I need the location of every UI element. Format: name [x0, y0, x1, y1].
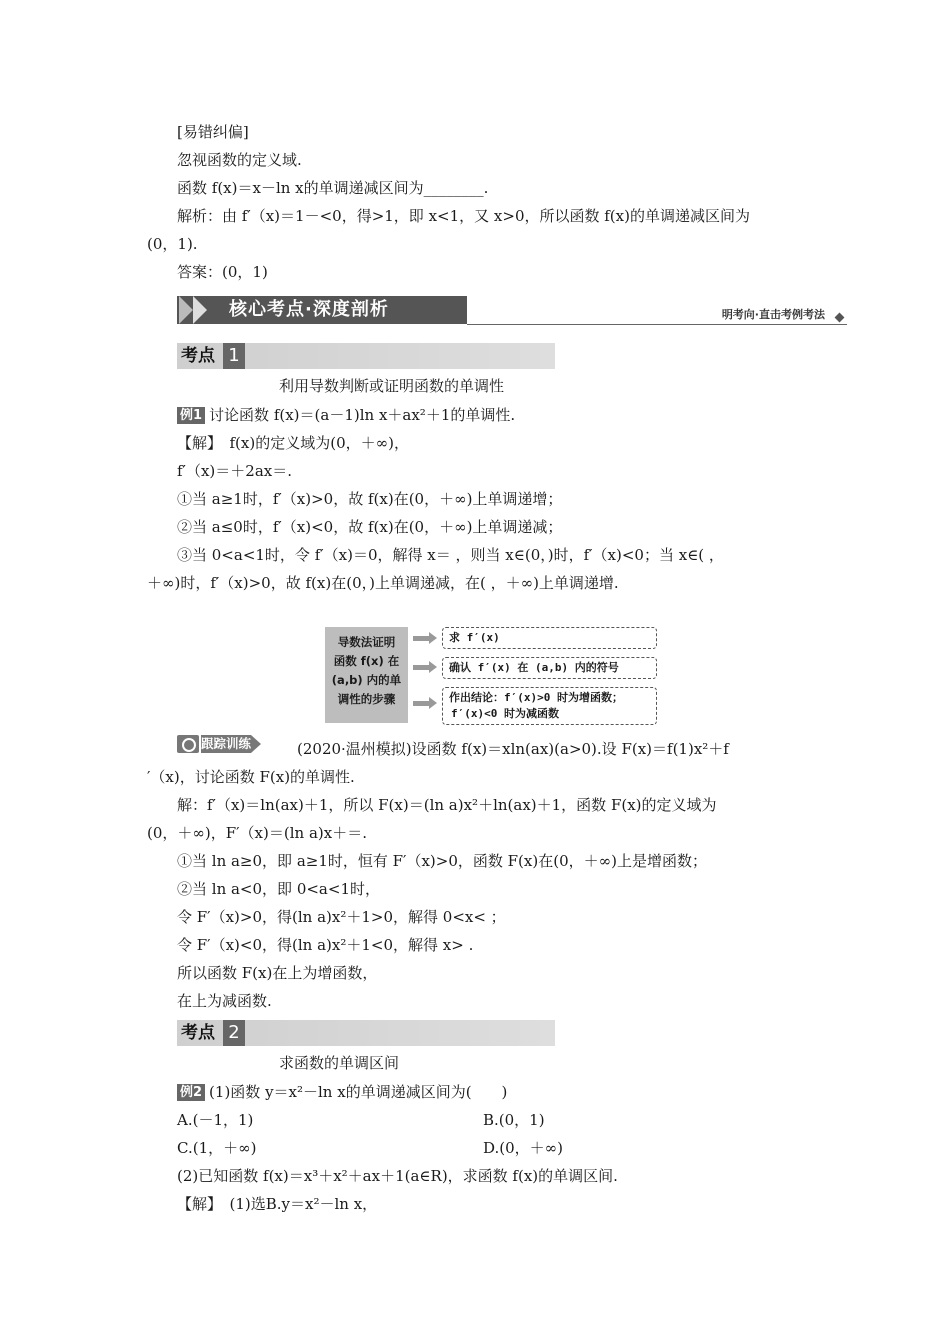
kaodian-label: 考点	[181, 1023, 215, 1043]
training-conclusion-1: 所以函数 F(x)在上为增函数，	[177, 964, 378, 982]
intro-analysis: 解析：由 f′（x)＝1－<0，得>1，即 x<1，又 x>0，所以函数 f(x)的单调递减区间为	[177, 207, 750, 225]
diamond-icon	[835, 313, 845, 323]
training-case-2: ②当 ln a<0，即 0<a<1时，	[177, 880, 380, 898]
banner-title: 核心考点·深度剖析	[229, 299, 389, 320]
training-question-cont: ′（x)，讨论函数 F(x)的单调性.	[147, 768, 355, 786]
check-icon	[177, 735, 199, 753]
kaodian-number: 2	[223, 1020, 245, 1046]
arrow-right-icon	[413, 701, 429, 706]
example-badge: 例1	[177, 407, 205, 424]
flowchart-step-3-line: f′(x)<0 时为减函数	[451, 707, 559, 720]
chevron-icon	[179, 296, 193, 324]
example-2-text: (1)函数 y＝x²－ln x的单调递减区间为( )	[209, 1083, 508, 1101]
label-tail	[251, 735, 261, 753]
method-flowchart	[325, 627, 660, 725]
banner-right-text: 明考向·直击考例考法	[721, 308, 825, 321]
training-conclusion-2: 在上为减函数.	[177, 992, 272, 1010]
training-solution-cont: (0，＋∞)，F′（x)＝(ln a)x＋＝.	[147, 824, 367, 842]
example-1-derivative: f′（x)＝＋2ax＝.	[177, 462, 292, 480]
flowchart-side-label	[325, 627, 408, 723]
example-2-solution: 【解】 (1)选B.y＝x²－ln x，	[177, 1195, 378, 1213]
flowchart-side-line: 函数 f(x) 在	[333, 654, 400, 668]
training-case-2a: 令 F′（x)>0，得(ln a)x²＋1>0，解得 0<x< ；	[177, 908, 506, 926]
section-banner	[177, 294, 847, 328]
training-solution: 解：f′（x)＝ln(ax)＋1，所以 F(x)＝(ln a)x²＋ln(ax)＋1，函数 F(x)的定义域为	[177, 796, 717, 814]
intro-analysis-cont: (0，1).	[147, 235, 198, 253]
flowchart-side-line: 调性的步骤	[337, 692, 396, 706]
training-case-1: ①当 ln a≥0，即 a≥1时，恒有 F′（x)>0，函数 F(x)在(0，＋∞)上是增函数；	[177, 852, 707, 870]
intro-line: 忽视函数的定义域.	[177, 151, 302, 169]
option-d: D.(0，＋∞)	[483, 1139, 564, 1157]
example-badge: 例2	[177, 1084, 205, 1101]
example-2-question-2: (2)已知函数 f(x)＝x³＋x²＋ax＋1(a∈R)，求函数 f(x)的单调区间.	[177, 1167, 618, 1185]
arrow-right-icon	[413, 665, 429, 670]
flowchart-step-1: 求 f′(x)	[442, 627, 657, 649]
flowchart-step-3	[442, 687, 657, 725]
flowchart-side-line: 导数法证明	[337, 635, 396, 649]
intro-question: 函数 f(x)＝x－ln x的单调递减区间为________.	[177, 179, 489, 197]
example-1-case-2: ②当 a≤0时，f′（x)<0，故 f(x)在(0，＋∞)上单调递减；	[177, 518, 563, 536]
training-question: (2020·温州模拟)设函数 f(x)＝xln(ax)(a>0).设 F(x)＝f(1)x²＋f	[297, 740, 729, 758]
error-correction-tag: [易错纠偏]	[177, 123, 249, 141]
intro-answer: 答案：(0，1)	[177, 263, 268, 281]
training-case-2b: 令 F′（x)<0，得(ln a)x²＋1<0，解得 x> .	[177, 936, 474, 954]
option-b: B.(0，1)	[483, 1111, 545, 1129]
option-c: C.(1，＋∞)	[177, 1139, 257, 1157]
example-1-case-1: ①当 a≥1时，f′（x)>0，故 f(x)在(0，＋∞)上单调递增；	[177, 490, 563, 508]
kaodian-header-2	[177, 1020, 555, 1046]
kaodian-number: 1	[223, 343, 245, 369]
example-2-question	[177, 1082, 507, 1102]
example-1-question	[177, 405, 515, 425]
example-1-case-3: ③当 0<a<1时，令 f′（x)＝0，解得 x＝ ，则当 x∈(0，)时，f′（x)<0；当 x∈( ，	[177, 546, 724, 564]
kaodian-title-1: 利用导数判断或证明函数的单调性	[279, 377, 505, 395]
kaodian-header-1	[177, 343, 555, 369]
flowchart-step-2: 确认 f′(x) 在 (a,b) 内的符号	[442, 657, 657, 679]
flowchart-step-3-line: 作出结论：f′(x)>0 时为增函数；	[449, 691, 623, 704]
example-1-text: 讨论函数 f(x)＝(a－1)ln x＋ax²＋1的单调性.	[209, 406, 516, 424]
example-1-case-3-cont: ＋∞)时，f′（x)>0，故 f(x)在(0，)上单调递减，在( ，＋∞)上单调递增.	[147, 574, 619, 592]
arrow-right-icon	[413, 636, 429, 641]
option-a: A.(－1，1)	[177, 1111, 254, 1129]
banner-rule	[467, 324, 847, 325]
example-1-solution: 【解】 f(x)的定义域为(0，＋∞)，	[177, 434, 409, 452]
kaodian-label: 考点	[181, 346, 215, 366]
training-label-text: 跟踪训练	[201, 736, 252, 751]
flowchart-side-line: (a,b) 内的单	[331, 673, 402, 687]
chevron-icon	[193, 296, 207, 324]
kaodian-title-2: 求函数的单调区间	[279, 1054, 400, 1072]
